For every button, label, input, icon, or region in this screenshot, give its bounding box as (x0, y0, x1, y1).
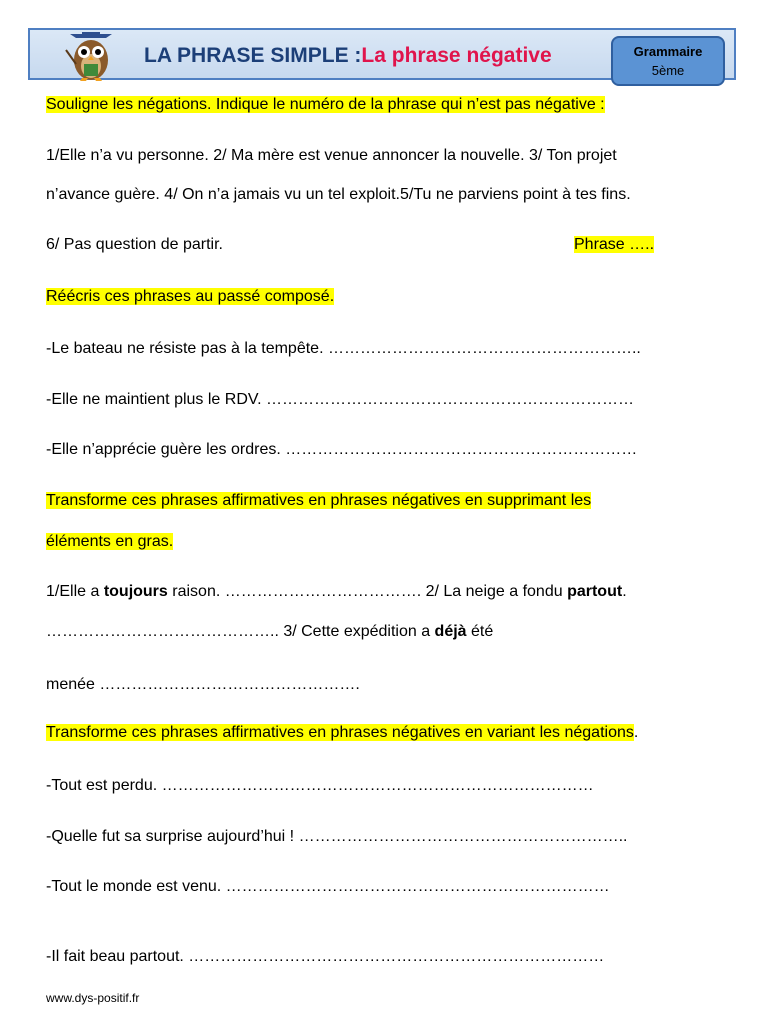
exercise3-line1: 1/Elle a toujours raison. ………………………………. 2/ La neige a fondu partout. (46, 583, 627, 600)
page-title: LA PHRASE SIMPLE :La phrase négative (144, 44, 552, 67)
exercise4-item: -Tout est perdu. ……………………………………………………………………… (46, 777, 594, 794)
exercise4-item: -Quelle fut sa surprise aujourd’hui ! …………………………………………………….. (46, 828, 628, 845)
exercise1-line3: 6/ Pas question de partir. (46, 236, 223, 253)
exercise2-item: -Le bateau ne résiste pas à la tempête. ………………………………………………….. (46, 340, 641, 357)
exercise2-instruction: Réécris ces phrases au passé composé. (46, 288, 335, 305)
exercise1-line1: 1/Elle n’a vu personne. 2/ Ma mère est venue annoncer la nouvelle. 3/ Ton projet (46, 147, 617, 164)
subject-badge (611, 36, 725, 86)
exercise4-item: -Il fait beau partout. …………………………………………………………………… (46, 948, 605, 965)
exercise1-answer: Phrase ….. (574, 236, 655, 253)
exercise4-item: -Tout le monde est venu. ……………………………………………………………… (46, 878, 610, 895)
badge-subject: Grammaire (633, 44, 703, 59)
exercise3-instruction-line2: éléments en gras. (46, 533, 174, 550)
exercise2-item: -Elle ne maintient plus le RDV. …………………………………………………………… (46, 391, 634, 408)
footer-website: www.dys-positif.fr (46, 991, 140, 1005)
exercise1-line2: n’avance guère. 4/ On n’a jamais vu un tel exploit.5/Tu ne parviens point à tes fins. (46, 186, 631, 203)
exercise4-instruction: Transforme ces phrases affirmatives en phrases négatives en variant les négations. (46, 724, 639, 741)
badge-level: 5ème (651, 63, 685, 78)
exercise3-line3: menée …………………………………………. (46, 676, 360, 693)
exercise2-item: -Elle n’apprécie guère les ordres. ………………………………………………………… (46, 441, 638, 458)
exercise1-instruction: Souligne les négations. Indique le numéro de la phrase qui n’est pas négative : (46, 96, 605, 113)
exercise3-line2: …………………………………….. 3/ Cette expédition a déjà été (46, 623, 494, 640)
exercise3-instruction-line1: Transforme ces phrases affirmatives en phrases négatives en supprimant les (46, 492, 592, 509)
owl-teacher-icon (62, 30, 120, 82)
